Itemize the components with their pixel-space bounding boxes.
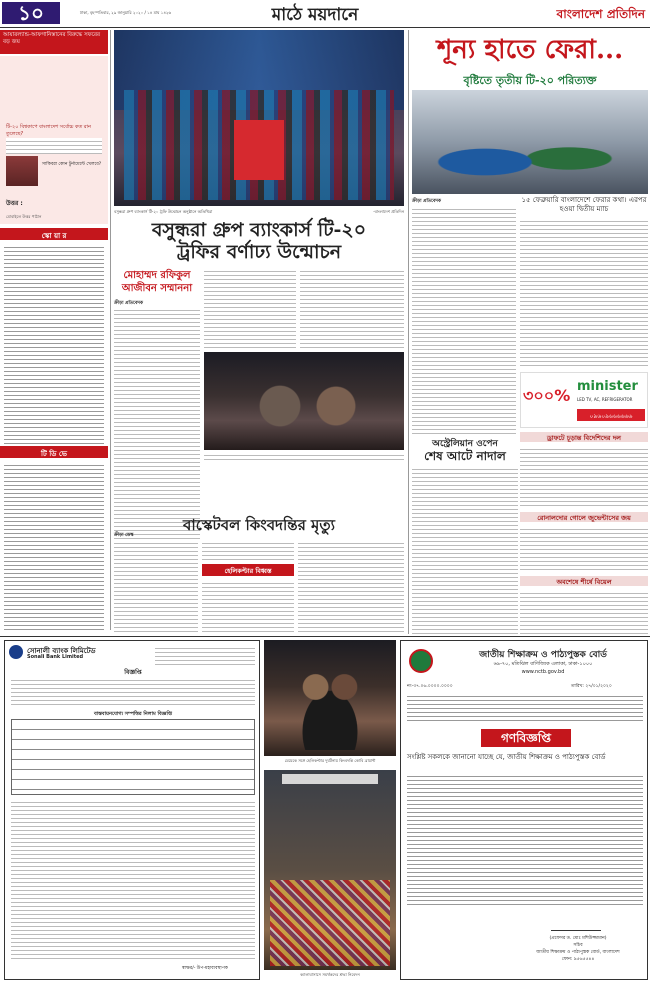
score-heading [0, 228, 108, 240]
quiz-intro: টি-২০ বিশ্বকাপে বাংলাদেশ সর্বোচ্চ কত রান তুলেছে? [6, 124, 91, 137]
nctb-phone: ফোন: ৯৫৬৫৫৪৪ [561, 957, 595, 962]
date-line: ঢাকা, বৃহস্পতিবার, ২৯ জানুয়ারি ২০২০ / ১৪ মাঘ ১৪২৬ [80, 10, 172, 15]
tt-heading-text: টি ডি ভে [41, 450, 67, 458]
hero-body-col3 [300, 268, 404, 348]
ao-body [412, 466, 518, 634]
kobe-body-col1 [114, 540, 198, 634]
hero-photo [114, 30, 404, 206]
bottom-rule [0, 636, 650, 637]
nctb-signatory: (প্রফেসর ড. মোঃ মশিউজ্জামান) [549, 936, 607, 941]
quiz-photo [6, 156, 38, 186]
kobe-photo [264, 640, 396, 756]
minister-ad [520, 372, 648, 428]
champions-body [520, 590, 648, 634]
hero-headline-line1: বসুন্ধরা গ্রুপ ব্যাংকার্স টি-২০ [151, 219, 367, 241]
sonali-notice [4, 640, 260, 980]
sonali-address [155, 645, 255, 665]
hero-photo-credit: -বাংলাদেশ প্রতিদিন [373, 209, 404, 214]
hero-body-col2 [204, 268, 296, 348]
kobe-body-col2 [202, 540, 294, 560]
ronaldo-box [520, 512, 648, 522]
nctb-body-lead: সংশ্লিষ্ট সকলকে জানানো যাচ্ছে যে, জাতীয় শিক্ষাক্রম ও পাঠ্যপুস্তক বোর্ড [407, 753, 606, 761]
nctb-org: জাতীয় শিক্ষাক্রম ও পাঠ্যপুস্তক বোর্ড [479, 650, 607, 660]
event-photo [204, 352, 404, 450]
quiz-body-text [6, 138, 102, 154]
nctb-signatory-org: জাতীয় শিক্ষাক্রম ও পাঠ্যপুস্তক বোর্ড, বাংলাদেশ [536, 950, 620, 955]
tt-heading [0, 446, 108, 458]
nctb-date: তারিখ: ২৭/০১/২০২০ [571, 684, 612, 689]
hero-headline-line2: ট্রফির বর্ণাঢ্য উন্মোচন [176, 241, 342, 263]
sonali-org-en: Sonali Bank Limited [27, 654, 84, 660]
nctb-title-box [481, 729, 571, 747]
nctb-ref: নং-৩৭.০৬.০০০০.০০০০ [407, 684, 453, 689]
sonali-intro [11, 677, 255, 707]
answer-label: উত্তর : [6, 200, 23, 207]
hero-headline [114, 218, 404, 266]
sonali-table [11, 719, 255, 795]
center-column-rule [408, 30, 409, 634]
minister-phone [577, 409, 645, 421]
right-subhead: বৃষ্টিতে তৃতীয় টি-২০ পরিত্যক্ত [463, 74, 597, 87]
feature-tag [0, 30, 108, 54]
sonali-conditions [11, 799, 255, 959]
draft-heading: ড্রাফটে চূড়ান্ত বিদেশিদের দল [547, 434, 621, 442]
nctb-notice [400, 640, 648, 980]
event-photo-caption [204, 452, 404, 460]
byline-name: মোহাম্মদ রফিকুল [123, 270, 191, 281]
nctb-title: গণবিজ্ঞপ্তি [500, 731, 551, 745]
sonali-org: সোনালী ব্যাংক লিমিটেড [27, 646, 96, 655]
right-headline: শূন্য হাতে ফেরা... [436, 35, 624, 65]
left-column [0, 30, 108, 634]
nctb-signatory-role: সচিব [573, 943, 583, 948]
kobe-photo-figures [282, 660, 378, 750]
ronaldo-body [520, 526, 648, 572]
nctb-signature [551, 921, 601, 931]
draft-box [520, 432, 648, 442]
masthead [0, 0, 650, 26]
quiz-caption: সাকিবরা কোন টুর্নামেন্টে খেলবে? [42, 162, 102, 167]
sonali-logo [9, 645, 23, 659]
score-list [4, 244, 104, 444]
kobe-caption1: মেয়েকে সঙ্গে হেলিকপ্টার দুর্ঘটনায় কিংবদন্তি কোবি ব্রায়ান্ট [284, 758, 376, 763]
ao-line1: অস্ট্রেলিয়ান ওপেন [432, 439, 498, 449]
nctb-body [407, 773, 643, 907]
champions-heading: অবশেষে শীর্ষে বিয়েল [556, 578, 612, 586]
quiz-footer: মোবাইলে উত্তর পাঠান [6, 214, 42, 219]
event-photo-people [224, 382, 384, 442]
nctb-site: www.nctb.gov.bd [521, 669, 565, 675]
rain-photo [412, 90, 648, 194]
hero-byline-box [114, 268, 200, 296]
rain-photo-umbrellas [422, 120, 632, 190]
kobe-caption2: ক্যালাবাসাসে সমর্থকদের শ্রদ্ধা নিবেদন [300, 972, 360, 977]
right-intro: ১৫ ফেব্রুয়ারি বাংলাদেশে ফেরার কথা। এরপর হওয়া দ্বিতীয় ম্যাচ [521, 196, 647, 213]
hero-agency: ক্রীড়া প্রতিবেদক [114, 301, 143, 306]
sonali-subheading: বিজ্ঞপ্তি [124, 669, 142, 676]
kobe-body-col3 [298, 540, 404, 634]
trophy-banner [234, 120, 284, 180]
hero-caption [114, 209, 404, 214]
australian-open-head [412, 436, 518, 464]
memorial-banner [282, 774, 378, 784]
memorial-flowers [270, 880, 390, 966]
sonali-footer: স্বাক্ষর/- উপ-মহাব্যবস্থাপক [182, 966, 228, 971]
tv-schedule [4, 462, 104, 632]
right-body-col2 [520, 218, 648, 368]
hero-caption-text: বসুন্ধরা গ্রুপ ব্যাংকার্স টি-২০ ট্রফি উন্মোচন অনুষ্ঠানে অতিথিরা [114, 209, 213, 214]
quiz-box [0, 56, 108, 224]
page-number: ১০ [2, 2, 60, 24]
section-title: মাঠে ময়দানে [271, 5, 359, 25]
brand-logo: বাংলাদেশ প্রতিদিন [556, 7, 645, 21]
kobe-headline: বাস্কেটবল কিংবদন্তির মৃত্যু [183, 516, 335, 534]
kobe-body-col2b [202, 580, 294, 634]
masthead-rule [0, 27, 650, 28]
helicopter-box-text: হেলিকপ্টার বিধ্বস্ত [224, 567, 272, 575]
score-heading-text: স্কো য়া র [41, 232, 67, 240]
byline-sub: আজীবন সম্মাননা [121, 283, 193, 294]
feature-tag-text: আয়ারল্যান্ড-আফগানিস্তানের বিরুদ্ধে সফরের বড় জয় [3, 32, 101, 45]
minister-phone-text: ০৯৬০৯৬৬৬৬৬৬ [589, 413, 633, 420]
right-agency: ক্রীড়া প্রতিবেদক [412, 199, 441, 204]
left-column-rule [110, 30, 111, 630]
hero-body-col1 [114, 307, 200, 542]
helicopter-box [202, 564, 294, 576]
right-body-col1 [412, 206, 516, 434]
nctb-logo [409, 649, 433, 673]
minister-brand: minister [577, 379, 638, 394]
minister-discount: ৩০০% [523, 386, 571, 405]
nctb-address: ৬৯-৭০, মতিঝিল বাণিজ্যিক এলাকা, ঢাকা-১০০০ [493, 661, 593, 667]
champions-box [520, 576, 648, 586]
ronaldo-heading: রোনালদোর গোলে জুভেন্টাসের জয় [537, 514, 631, 522]
nctb-intro [407, 693, 643, 723]
draft-body [520, 446, 648, 508]
sonali-table-title: বাস্তবায়নযোগ্য সম্পত্তির নিলাম বিজ্ঞপ্তি [93, 711, 173, 717]
kobe-agency: ক্রীড়া ডেস্ক [114, 533, 134, 538]
minister-tagline: LED TV, AC, REFRIGERATOR [577, 397, 633, 402]
ao-line2: শেষ আটে নাদাল [424, 449, 506, 463]
memorial-photo [264, 770, 396, 970]
